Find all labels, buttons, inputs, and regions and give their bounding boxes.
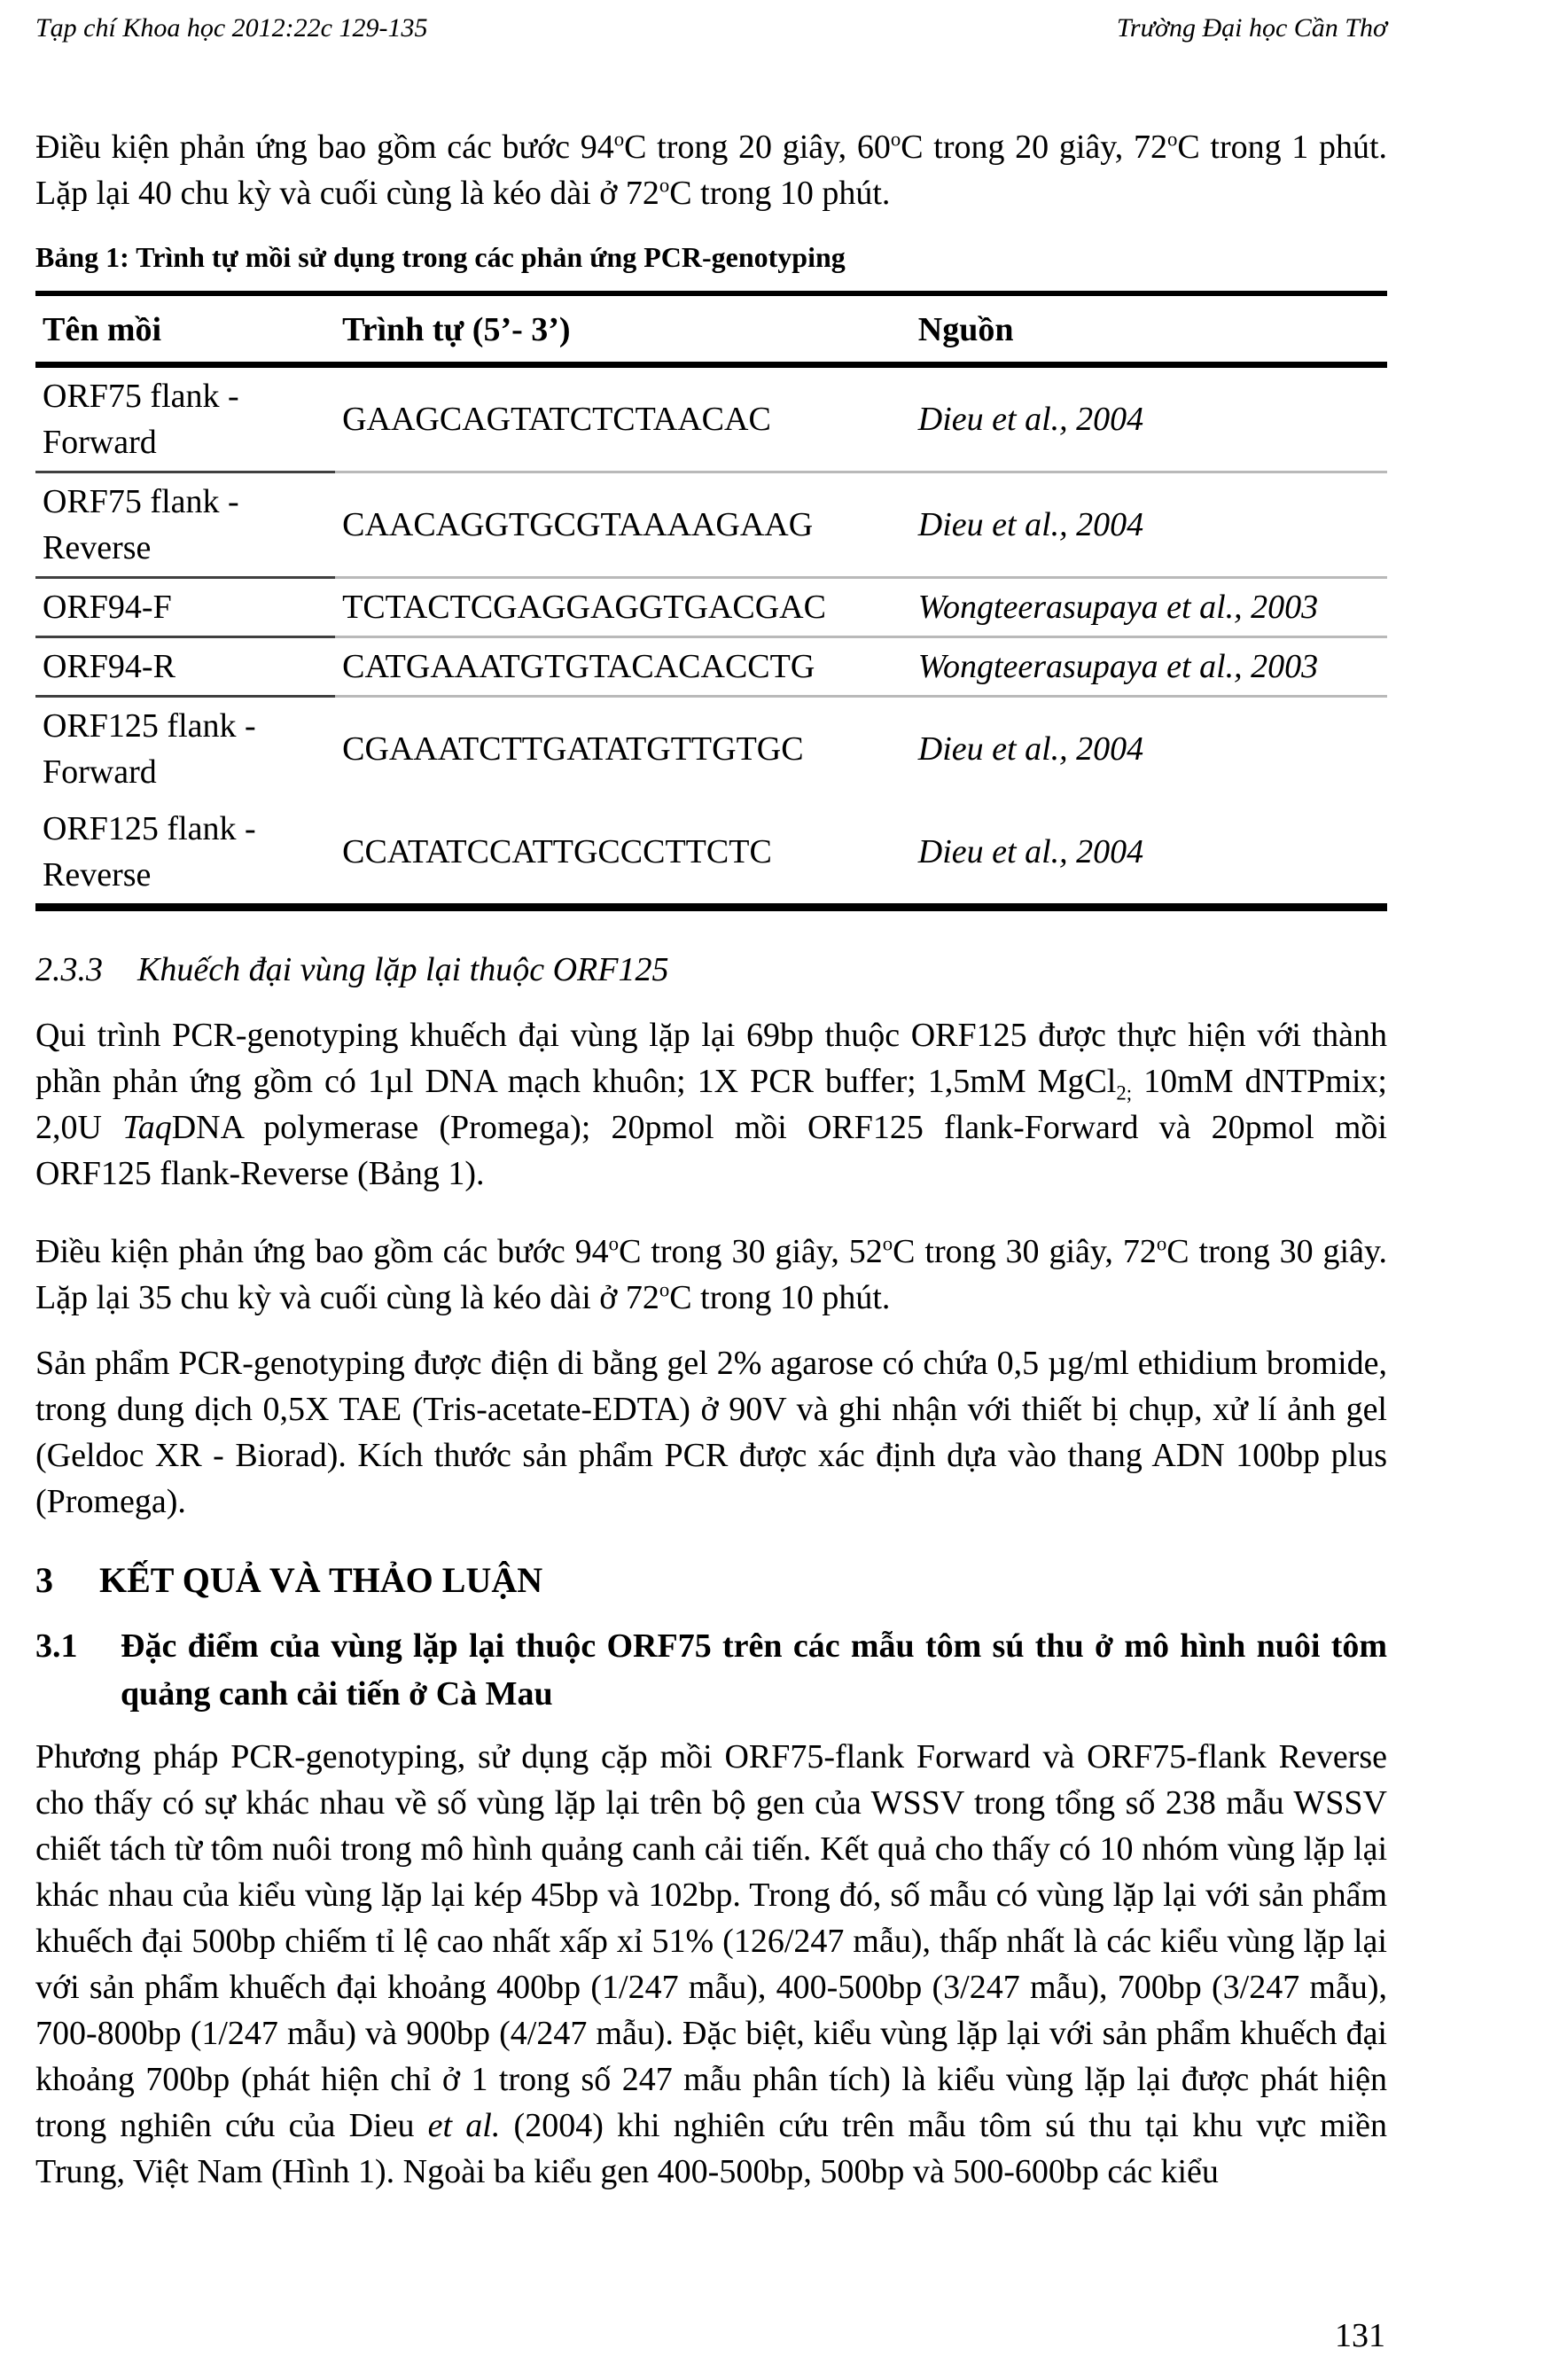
table-row [35,365,1387,472]
primer-source-cell: Dieu et al., 2004 [911,365,1387,472]
section-number: 3.1 [35,1627,78,1665]
section-title: Đặc điểm của vùng lặp lại thuộc ORF75 trên các mẫu tôm sú thu ở mô hình nuôi tôm quảng canh cải tiến ở Cà Mau [121,1627,1387,1713]
institution-name: Trường Đại học Cần Thơ [1116,13,1387,43]
primer-source-cell: Wongteerasupaya et al., 2003 [911,637,1387,697]
primer-sequence-cell: TCTACTCGAGGAGGTGACGAC [335,578,911,637]
primer-sequence-cell: CCATATCCATTGCCCTTCTC [342,833,772,870]
paragraph-orf125-cycling-conditions: Điều kiện phản ứng bao gồm các bước 94$^o$C trong 30 giây, 52$^o$C trong 30 giây, 72$^o$C trong 30 giây. Lặp lại 35 chu kỳ và cuối cùng là kéo dài ở 72$^o$C trong 10 phút. [35,1232,1388,1316]
primer-name-cell: ORF75 flank - Reverse [35,472,335,578]
table-row [35,578,1387,637]
primer-source-cell: Dieu et al., 2004 [917,730,1144,768]
column-header-source: Nguồn [911,293,1387,365]
section-number: 2.3.3 [35,951,103,988]
table-row [35,637,1387,697]
paragraph-orf125-reaction-mix: Qui trình PCR-genotyping khuếch đại vùng lặp lại 69bp thuộc ORF125 được thực hiện với thành phần phản ứng gồm có 1µl DNA mạch khuôn; 1X PCR buffer; 1,5mM MgCl$_{2;}$ 10mM dNTPmix; 2,0U TaqDNA polymerase (Promega); 20pmol mồi ORF125 flank-Forward và 20pmol mồi ORF125 flank-Reverse (Bảng 1). [35,1017,1387,1192]
paragraph-electrophoresis: Sản phẩm PCR-genotyping được điện di bằng gel 2% agarose có chứa 0,5 µg/ml ethidium bromide, trong dung dịch 0,5X TAE (Tris-acetate-EDTA) ở 90V và ghi nhận với thiết bị chụp, xử lí ảnh gel (Geldoc XR - Biorad). Kích thước sản phẩm PCR được xác định dựa vào thang ADN 100bp plus (Promega). [35,1345,1387,1520]
paragraph-orf75-results: Phương pháp PCR-genotyping, sử dụng cặp mồi ORF75-flank Forward và ORF75-flank Reverse cho thấy có sự khác nhau về số vùng lặp lại trên bộ gen của WSSV trong tổng số 238 mẫu WSSV chiết tách từ tôm nuôi trong mô hình quảng canh cải tiến. Kết quả cho thấy có 10 nhóm vùng lặp lại khác nhau của kiểu vùng lặp lại kép 45bp và 102bp. Trong đó, số mẫu có vùng lặp lại với sản phẩm khuếch đại 500bp chiếm tỉ lệ cao nhất xấp xỉ 51% (126/247 mẫu), thấp nhất là các kiểu vùng lặp lại với sản phẩm khuếch đại khoảng 400bp (1/247 mẫu), 400-500bp (3/247 mẫu), 700bp (3/247 mẫu), 700-800bp (1/247 mẫu) và 900bp (4/247 mẫu). Đặc biệt, kiểu vùng lặp lại với sản phẩm khuếch đại khoảng 700bp (phát hiện chỉ ở 1 trong số 247 mẫu phân tích) là kiểu vùng lặp lại được phát hiện trong nghiên cứu của Dieu et al. (2004) khi nghiên cứu trên mẫu tôm sú thu tại khu vực miền Trung, Việt Nam (Hình 1). Ngoài ba kiểu gen 400-500bp, 500bp và 500-600bp các kiểu [35,1738,1388,2190]
table-row [35,800,1387,908]
column-header-primer-name: Tên mồi [35,293,335,365]
primer-sequence-cell: CATGAAATGTGTACACACCTG [335,637,911,697]
primer-source-cell: Dieu et al., 2004 [917,833,1144,870]
paragraph-pcr-conditions-orf94: Điều kiện phản ứng bao gồm các bước 94$^o$C trong 20 giây, 60$^o$C trong 20 giây, 72$^o$C trong 1 phút. Lặp lại 40 chu kỳ và cuối cùng là kéo dài ở 72$^o$C trong 10 phút. [35,128,1388,212]
journal-reference: Tạp chí Khoa học 2012:22c 129-135 [35,13,428,43]
primer-name-cell: ORF125 flank - Reverse [43,810,256,893]
section-heading-2-3-3 [35,947,1387,993]
table-row [35,472,1387,578]
section-heading-3 [35,1557,1387,1604]
primer-sequence-cell: CGAAATCTTGATATGTTGTGC [342,730,804,768]
primer-sequence-cell: GAAGCAGTATCTCTAACAC [335,365,911,472]
section-heading-3-1 [35,1622,1387,1718]
section-number: 3 [35,1560,53,1600]
primer-source-cell: Dieu et al., 2004 [911,472,1387,578]
table-row [35,697,1387,801]
primer-source-cell: Wongteerasupaya et al., 2003 [911,578,1387,637]
page-number: 131 [1335,2317,1385,2354]
primer-name-cell: ORF94-R [35,637,335,697]
table-header-row [35,293,1387,365]
primer-sequence-cell: CAACAGGTGCGTAAAAGAAG [335,472,911,578]
primer-name-cell: ORF125 flank - Forward [43,707,256,791]
primer-table [35,291,1387,911]
primer-name-cell: ORF75 flank - Forward [35,365,335,472]
section-title: KẾT QUẢ VÀ THẢO LUẬN [99,1560,543,1600]
column-header-sequence: Trình tự (5’- 3’) [335,293,911,365]
primer-name-cell: ORF94-F [35,578,335,637]
running-head [35,12,1387,44]
table-caption: Bảng 1: Trình tự mồi sử dụng trong các phản ứng PCR-genotyping [35,241,846,273]
section-title: Khuếch đại vùng lặp lại thuộc ORF125 [137,951,669,988]
